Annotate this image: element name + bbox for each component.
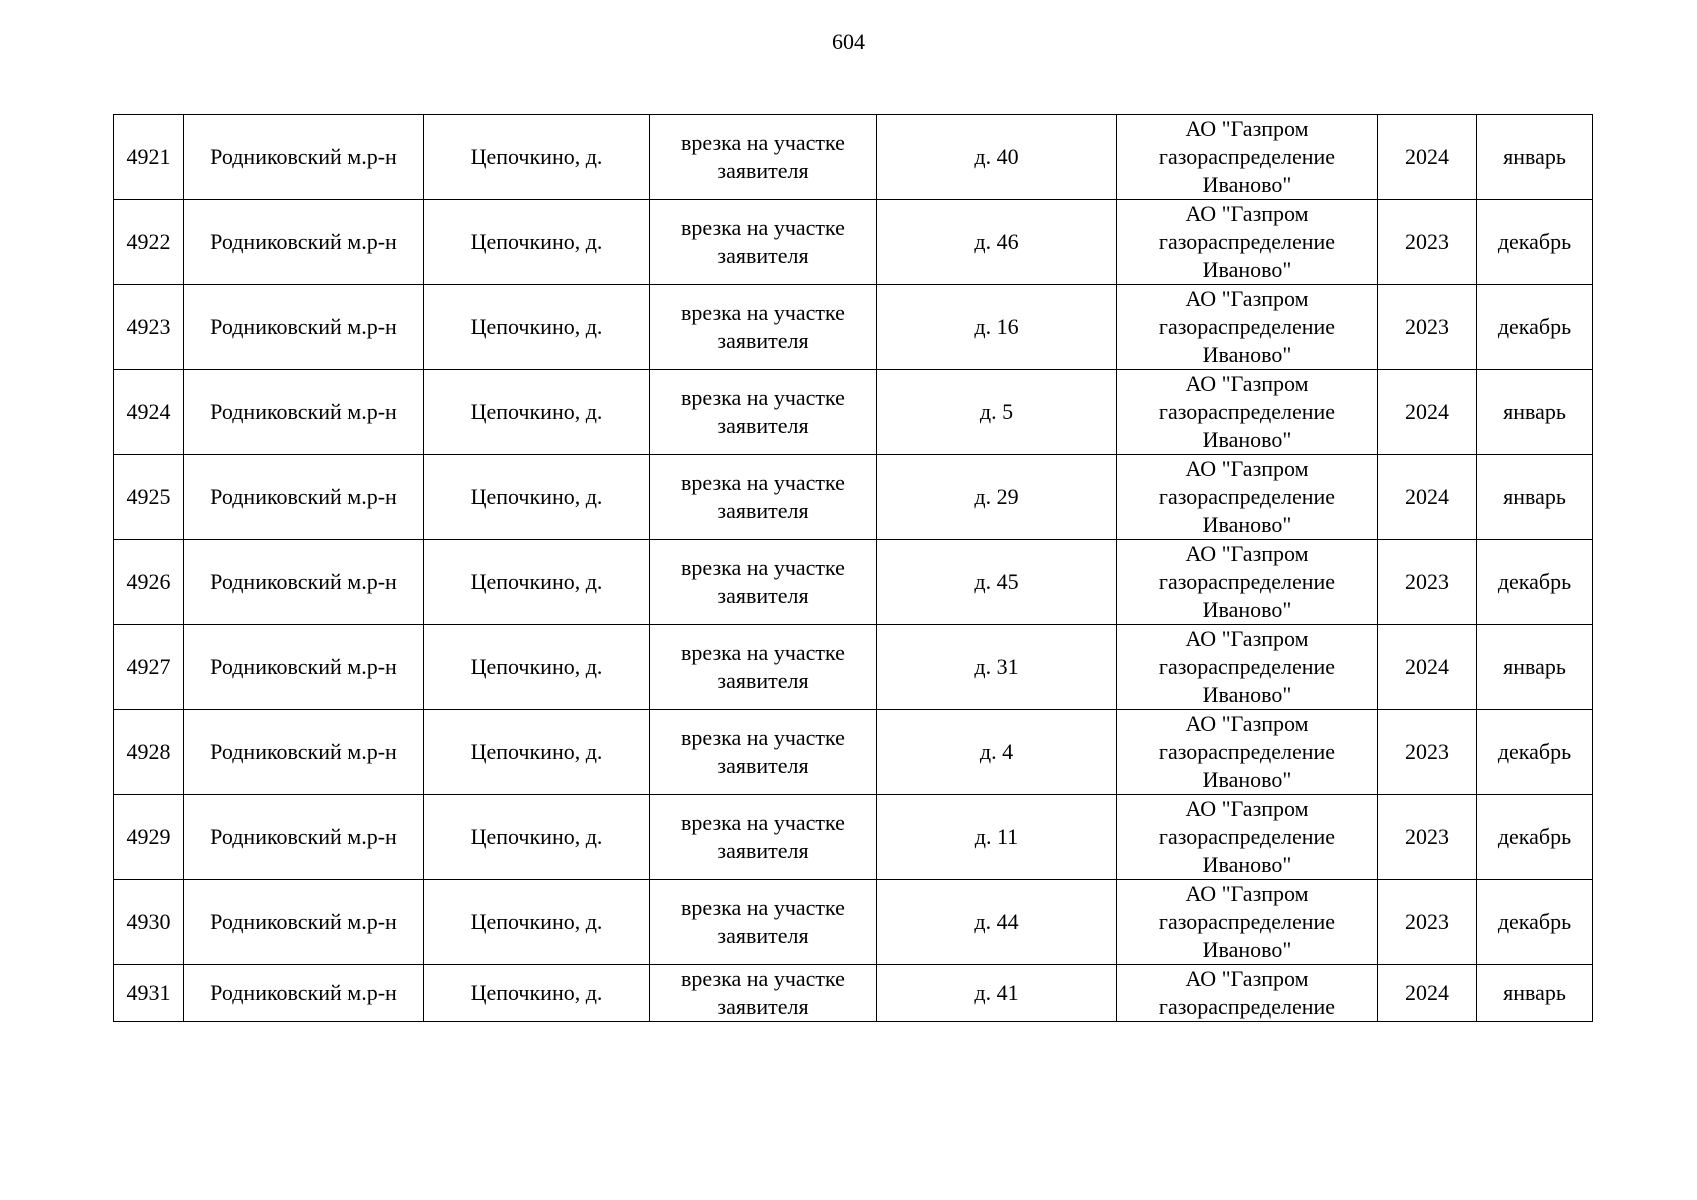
cell-organization: АО "Газпром газораспределение Иваново" [1117,880,1378,965]
cell-year: 2023 [1378,200,1477,285]
gasification-table [113,114,1593,1022]
cell-district: Родниковский м.р-н [184,285,424,370]
cell-id: 4929 [114,795,184,880]
table-body [114,115,1593,1022]
cell-year: 2023 [1378,540,1477,625]
cell-month: январь [1477,625,1593,710]
cell-organization: АО "Газпром газораспределение Иваново" [1117,200,1378,285]
cell-connection-type: врезка на участке заявителя [650,625,877,710]
table-row [114,200,1593,285]
cell-connection-type: врезка на участке заявителя [650,880,877,965]
table-row [114,370,1593,455]
cell-connection-type: врезка на участке заявителя [650,540,877,625]
cell-organization [1117,965,1378,1022]
cell-connection-type: врезка на участке заявителя [650,285,877,370]
cell-locality: Цепочкино, д. [424,200,650,285]
cell-address: д. 40 [877,115,1117,200]
cell-address: д. 4 [877,710,1117,795]
cell-district: Родниковский м.р-н [184,965,424,1022]
cell-connection-type: врезка на участке заявителя [650,965,877,1022]
table-row [114,880,1593,965]
cell-year: 2023 [1378,710,1477,795]
cell-organization: АО "Газпром газораспределение Иваново" [1117,115,1378,200]
cell-id: 4923 [114,285,184,370]
cell-connection-type: врезка на участке заявителя [650,795,877,880]
cell-address: д. 41 [877,965,1117,1022]
cell-month: декабрь [1477,285,1593,370]
cell-year: 2023 [1378,880,1477,965]
table-row [114,455,1593,540]
cell-id: 4926 [114,540,184,625]
cell-month: декабрь [1477,795,1593,880]
cell-connection-type: врезка на участке заявителя [650,455,877,540]
cell-organization: АО "Газпром газораспределение Иваново" [1117,285,1378,370]
cell-address: д. 29 [877,455,1117,540]
cell-connection-type: врезка на участке заявителя [650,710,877,795]
cell-connection-type: врезка на участке заявителя [650,200,877,285]
cell-id: 4928 [114,710,184,795]
cell-address: д. 46 [877,200,1117,285]
cell-organization-text: АО "Газпром газораспределение [1158,966,1336,1019]
cell-organization: АО "Газпром газораспределение Иваново" [1117,455,1378,540]
cell-district: Родниковский м.р-н [184,370,424,455]
table-row [114,965,1593,1022]
cell-district: Родниковский м.р-н [184,115,424,200]
cell-id: 4930 [114,880,184,965]
cell-month: январь [1477,115,1593,200]
cell-id: 4927 [114,625,184,710]
cell-year: 2023 [1378,285,1477,370]
cell-month: декабрь [1477,540,1593,625]
table-row [114,115,1593,200]
cell-organization: АО "Газпром газораспределение Иваново" [1117,625,1378,710]
cell-locality: Цепочкино, д. [424,965,650,1022]
cell-district: Родниковский м.р-н [184,540,424,625]
cell-month: декабрь [1477,200,1593,285]
cell-address: д. 5 [877,370,1117,455]
cell-district: Родниковский м.р-н [184,625,424,710]
table-row [114,285,1593,370]
cell-address: д. 31 [877,625,1117,710]
cell-district: Родниковский м.р-н [184,880,424,965]
cell-district: Родниковский м.р-н [184,200,424,285]
cell-locality: Цепочкино, д. [424,710,650,795]
cell-address: д. 45 [877,540,1117,625]
cell-year: 2024 [1378,965,1477,1022]
cell-id: 4922 [114,200,184,285]
cell-locality: Цепочкино, д. [424,285,650,370]
cell-year: 2023 [1378,795,1477,880]
cell-locality: Цепочкино, д. [424,370,650,455]
cell-address: д. 11 [877,795,1117,880]
cell-district: Родниковский м.р-н [184,795,424,880]
cell-month: январь [1477,455,1593,540]
table-row [114,625,1593,710]
cell-locality: Цепочкино, д. [424,455,650,540]
cell-year: 2024 [1378,115,1477,200]
cell-locality: Цепочкино, д. [424,880,650,965]
cell-organization: АО "Газпром газораспределение Иваново" [1117,710,1378,795]
cell-locality: Цепочкино, д. [424,115,650,200]
table-row [114,540,1593,625]
cell-connection-type: врезка на участке заявителя [650,115,877,200]
cell-organization: АО "Газпром газораспределение Иваново" [1117,795,1378,880]
cell-year: 2024 [1378,370,1477,455]
cell-locality: Цепочкино, д. [424,625,650,710]
cell-month: декабрь [1477,880,1593,965]
cell-locality: Цепочкино, д. [424,540,650,625]
table-row [114,795,1593,880]
cell-district: Родниковский м.р-н [184,455,424,540]
cell-id: 4921 [114,115,184,200]
cell-organization: АО "Газпром газораспределение Иваново" [1117,540,1378,625]
table-row [114,710,1593,795]
cell-month: январь [1477,370,1593,455]
cell-month: декабрь [1477,710,1593,795]
cell-id: 4924 [114,370,184,455]
cell-year: 2024 [1378,625,1477,710]
cell-locality: Цепочкино, д. [424,795,650,880]
cell-district: Родниковский м.р-н [184,710,424,795]
page-number: 604 [832,29,865,54]
cell-connection-type: врезка на участке заявителя [650,370,877,455]
cell-id: 4931 [114,965,184,1022]
cell-id: 4925 [114,455,184,540]
cell-address: д. 16 [877,285,1117,370]
cell-month: январь [1477,965,1593,1022]
cell-year: 2024 [1378,455,1477,540]
cell-address: д. 44 [877,880,1117,965]
cell-organization: АО "Газпром газораспределение Иваново" [1117,370,1378,455]
